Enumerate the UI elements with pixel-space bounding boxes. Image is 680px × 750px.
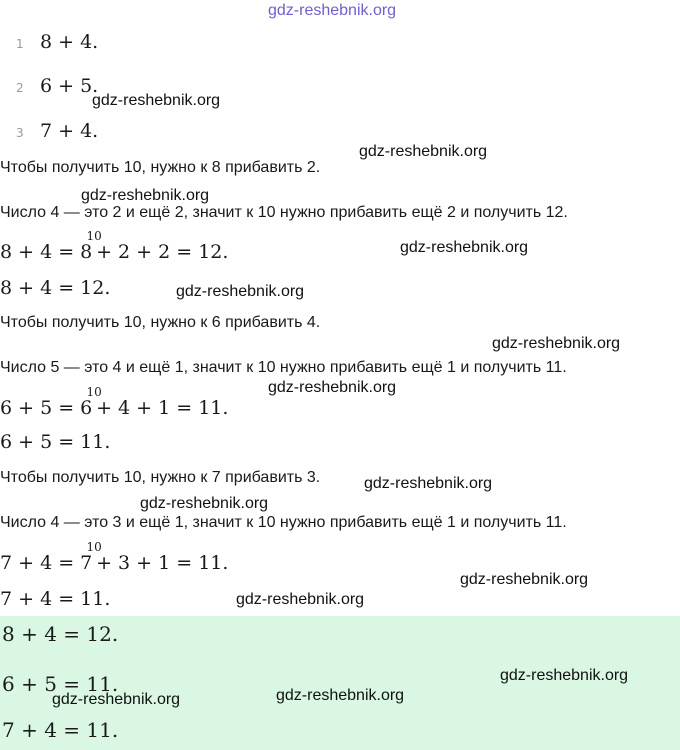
solution-3-line-1: Чтобы получить 10, нужно к 7 прибавить 3. <box>0 469 321 486</box>
watermark-top: gdz-reshebnik.org <box>268 2 397 19</box>
solution-1-equation-1 <box>0 229 229 263</box>
solution-2-equation-1 <box>0 385 229 419</box>
answer-3: 7 + 4 = 11. <box>2 718 119 742</box>
watermark: gdz-reshebnik.org <box>236 591 365 608</box>
watermark: gdz-reshebnik.org <box>268 379 397 396</box>
solution-3-line-2: Число 4 — это 3 и ещё 1, значит к 10 нужно прибавить ещё 1 и получить 11. <box>0 514 567 531</box>
task-expression-1: 8 + 4. <box>40 31 99 53</box>
solution-2-superscript: 10 <box>86 385 102 399</box>
solution-1-equation-1-left: 8 + 4 = 8 <box>0 241 93 263</box>
solution-2-equation-2: 6 + 5 = 11. <box>0 431 111 453</box>
watermark: gdz-reshebnik.org <box>500 667 629 684</box>
solution-3-superscript: 10 <box>86 540 102 554</box>
watermark: gdz-reshebnik.org <box>92 92 221 109</box>
solution-3-equation-1 <box>0 540 229 574</box>
solution-1-line-2: Число 4 — это 2 и ещё 2, значит к 10 нужно прибавить ещё 2 и получить 12. <box>0 204 568 221</box>
solution-1-equation-2: 8 + 4 = 12. <box>0 277 111 299</box>
solution-2-equation-1-anchor <box>86 385 102 419</box>
answer-1: 8 + 4 = 12. <box>2 622 119 646</box>
task-expression-2: 6 + 5. <box>40 75 99 97</box>
solution-3-equation-2: 7 + 4 = 11. <box>0 588 111 610</box>
watermark: gdz-reshebnik.org <box>276 687 405 704</box>
task-number-2: 2 <box>16 81 24 95</box>
watermark: gdz-reshebnik.org <box>81 187 210 204</box>
watermark: gdz-reshebnik.org <box>176 283 305 300</box>
solution-3-equation-1-left: 7 + 4 = 7 <box>0 552 93 574</box>
watermark: gdz-reshebnik.org <box>52 691 181 708</box>
solution-2-line-1: Чтобы получить 10, нужно к 6 прибавить 4. <box>0 314 321 331</box>
task-expression-3: 7 + 4. <box>40 120 99 142</box>
solution-1-line-1: Чтобы получить 10, нужно к 8 прибавить 2. <box>0 159 321 176</box>
watermark: gdz-reshebnik.org <box>400 239 529 256</box>
solution-3-equation-1-anchor <box>86 540 102 574</box>
solution-2-equation-1-left: 6 + 5 = 6 <box>0 397 93 419</box>
task-number-1: 1 <box>16 37 24 51</box>
solution-1-equation-1-right: + 2 + 2 = 12. <box>96 241 229 263</box>
watermark: gdz-reshebnik.org <box>460 571 589 588</box>
solution-3-equation-1-right: + 3 + 1 = 11. <box>96 552 229 574</box>
solution-2-equation-1-right: + 4 + 1 = 11. <box>96 397 229 419</box>
solution-1-superscript: 10 <box>86 229 102 243</box>
watermark: gdz-reshebnik.org <box>359 143 488 160</box>
task-number-3: 3 <box>16 126 24 140</box>
solution-2-line-2: Число 5 — это 4 и ещё 1, значит к 10 нужно прибавить ещё 1 и получить 11. <box>0 359 567 376</box>
answer-2: 6 + 5 = 11. <box>2 672 119 696</box>
watermark: gdz-reshebnik.org <box>140 495 269 512</box>
watermark: gdz-reshebnik.org <box>492 335 621 352</box>
watermark: gdz-reshebnik.org <box>364 475 493 492</box>
solution-1-equation-1-anchor <box>86 229 102 263</box>
